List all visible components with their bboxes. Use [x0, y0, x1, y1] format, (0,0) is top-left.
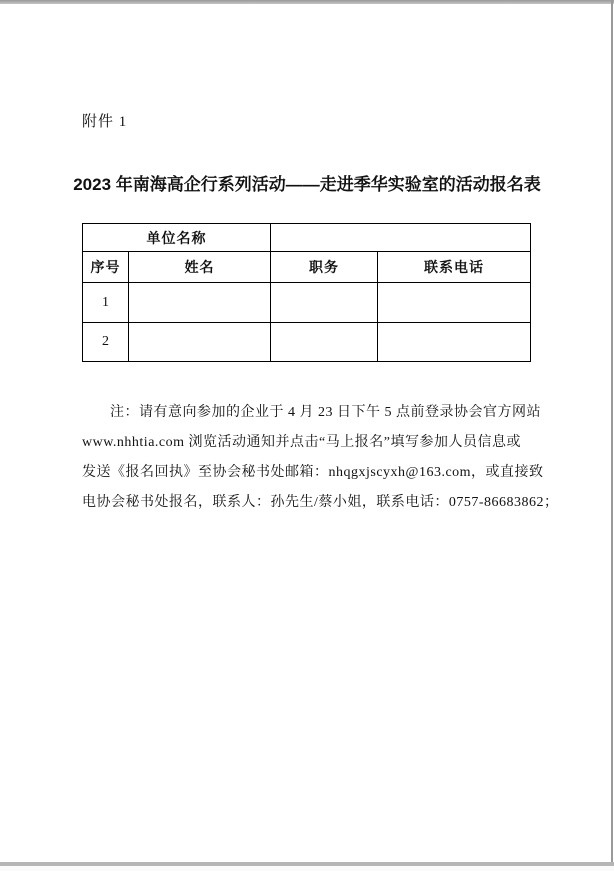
registration-table [82, 223, 531, 362]
row2-phone-cell[interactable] [378, 323, 531, 362]
row1-position-cell[interactable] [271, 283, 378, 323]
note-line-4: 电协会秘书处报名，联系人：孙先生/蔡小姐，联系电话：0757-86683862； [82, 495, 559, 510]
page-title: 2023 年南海高企行系列活动——走进季华实验室的活动报名表 [73, 175, 541, 194]
table-row-unit-name [83, 224, 531, 252]
column-header-no: 序号 [83, 252, 129, 283]
row1-phone-cell[interactable] [378, 283, 531, 323]
row1-no-cell: 1 [83, 283, 129, 323]
note-line-1: 注：请有意向参加的企业于 4 月 23 日下午 5 点前登录协会官方网站 [110, 405, 541, 420]
viewer-bottom-margin [0, 866, 614, 871]
column-header-name: 姓名 [129, 252, 271, 283]
table-header-row [83, 252, 531, 283]
table-row [83, 323, 531, 362]
table-row [83, 283, 531, 323]
note-line-3: 发送《报名回执》至协会秘书处邮箱：nhqgxjscyxh@163.com，或直接致 [82, 465, 544, 480]
attachment-label: 附件 1 [82, 114, 128, 130]
unit-name-input-cell[interactable] [271, 224, 531, 252]
note-line-2: www.nhhtia.com 浏览活动通知并点击“马上报名”填写参加人员信息或 [82, 435, 521, 450]
unit-name-header-cell: 单位名称 [83, 224, 271, 252]
row1-name-cell[interactable] [129, 283, 271, 323]
row2-no-cell: 2 [83, 323, 129, 362]
row2-name-cell[interactable] [129, 323, 271, 362]
viewer-right-edge [611, 0, 613, 866]
note-paragraph [82, 398, 559, 518]
column-header-position: 职务 [271, 252, 378, 283]
row2-position-cell[interactable] [271, 323, 378, 362]
column-header-phone: 联系电话 [378, 252, 531, 283]
viewer-top-edge [0, 0, 614, 4]
